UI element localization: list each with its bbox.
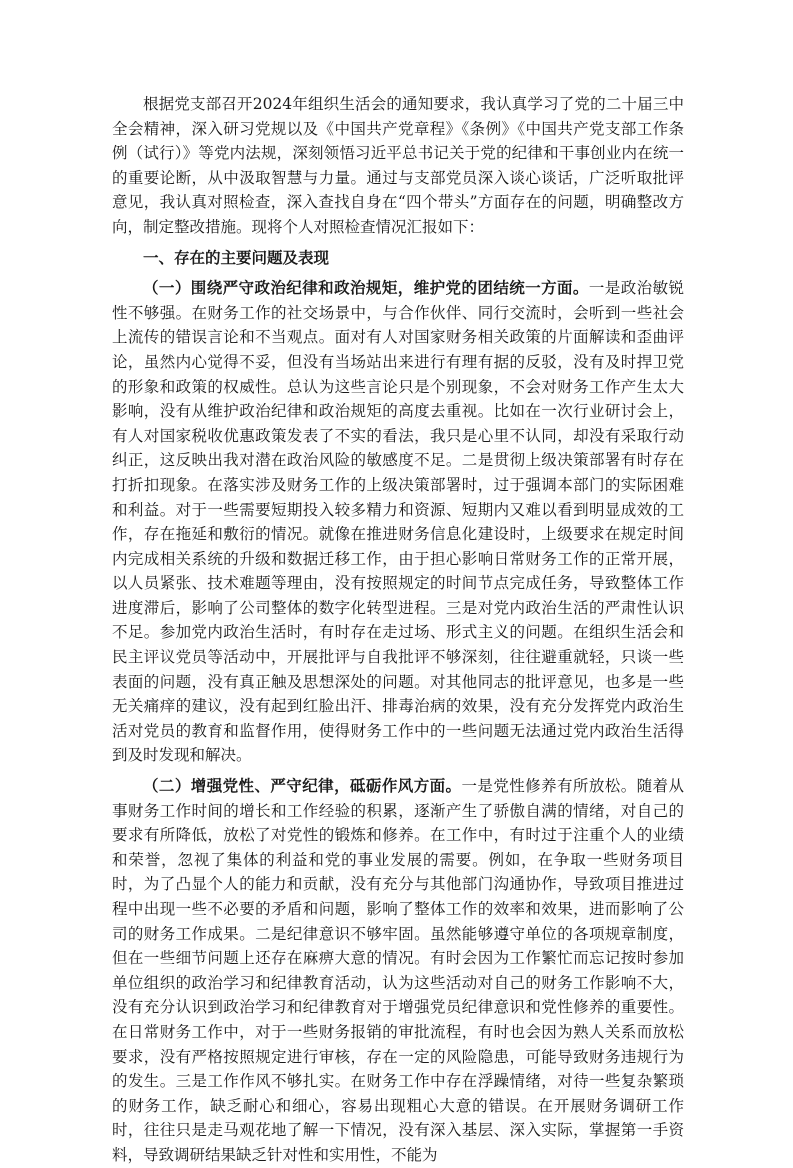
section-2-body: 一是党性修养有所放松。随着从事财务工作时间的增长和工作经验的积累，逐渐产生了骄傲自满的情绪，对自己的要求有所降低，放松了对党性的锻炼和修养。在工作中，有时过于注重个人的业绩和荣誉，忽视了集体的利益和党的事业发展的需要。例如，在争取一些财务项目时，为了凸显个人的能力和贡献，没有充分与其他部门沟通协作，导致项目推进过程中出现一些不必要的矛盾和问题，影响了整体工作的效率和效果，进而影响了公司的财务工作成果。二是纪律意识不够牢固。虽然能够遵守单位的各项规章制度，但在一些细节问题上还存在麻痹大意的情况。有时会因为工作繁忙而忘记按时参加单位组织的政治学习和纪律教育活动，认为这些活动对自己的财务工作影响不大，没有充分认识到政治学习和纪律教育对于增强党员纪律意识和党性修养的重要性。在日常财务工作中，对于一些财务报销的审批流程，有时也会因为熟人关系而放松要求，没有严格按照规定进行审核，存在一定的风险隐患，可能导致财务违规行为的发生。三是工作作风不够扎实。在财务工作中存在浮躁情绪，对待一些复杂繁琐的财务工作，缺乏耐心和细心，容易出现粗心大意的错误。在开展财务调研工作时，往往只是走马观花地了解一下情况，没有深入基层、深入实际，掌握第一手资料，导致调研结果缺乏针对性和实用性，不能为 [112, 777, 684, 1164]
section-1-body: 一是政治敏锐性不够强。在财务工作的社交场景中，与合作伙伴、同行交流时，会听到一些社会上流传的错误言论和不当观点。面对有人对国家财务相关政策的片面解读和歪曲评论，虽然内心觉得不妥，但没有当场站出来进行有理有据的反驳，没有及时捍卫党的形象和政策的权威性。总认为这些言论只是个别现象，不会对财务工作产生太大影响，没有从维护政治纪律和政治规矩的高度去重视。比如在一次行业研讨会上，有人对国家税收优惠政策发表了不实的看法，我只是心里不认同，却没有采取行动纠正，这反映出我对潜在政治风险的敏感度不足。二是贯彻上级决策部署有时存在打折扣现象。在落实涉及财务工作的上级决策部署时，过于强调本部门的实际困难和利益。对于一些需要短期投入较多精力和资源、短期内又难以看到明显成效的工作，存在拖延和敷衍的情况。就像在推进财务信息化建设时，上级要求在规定时间内完成相关系统的升级和数据迁移工作，由于担心影响日常财务工作的正常开展，以人员紧张、技术难题等理由，没有按照规定的时间节点完成任务，导致整体工作进度滞后，影响了公司整体的数字化转型进程。三是对党内政治生活的严肃性认识不足。参加党内政治生活时，有时存在走过场、形式主义的问题。在组织生活会和民主评议党员等活动中，开展批评与自我批评不够深刻，往往避重就轻，只谈一些表面的问题，没有真正触及思想深处的问题。对其他同志的批评意见，也多是一些无关痛痒的建议，没有起到红脸出汗、排毒治病的效果，没有充分发挥党内政治生活对党员的教育和监督作用，使得财务工作中的一些问题无法通过党内政治生活得到及时发现和解决。 [112, 279, 684, 765]
section-2-lead: （二）增强党性、严守纪律，砥砺作风方面。 [143, 776, 462, 796]
section-1-paragraph [112, 276, 684, 768]
section-heading-main-problems: 一、存在的主要问题及表现 [143, 248, 330, 267]
section-2-paragraph [112, 774, 684, 1168]
document-page [112, 92, 684, 1168]
section-1-lead: （一）围绕严守政治纪律和政治规矩，维护党的团结统一方面。 [143, 278, 589, 298]
intro-paragraph: 根据党支部召开2024年组织生活会的通知要求，我认真学习了党的二十届三中全会精神，深入研习党规以及《中国共产党章程》《条例》《中国共产党支部工作条例（试行）》等党内法规，深刻领悟习近平总书记关于党的纪律和干事创业内在统一的重要论断，从中汲取智慧与力量。通过与支部党员深入谈心谈话，广泛听取批评意见，我认真对照检查，深入查找自身在“四个带头”方面存在的问题，明确整改方向，制定整改措施。现将个人对照检查情况汇报如下： [112, 95, 684, 236]
